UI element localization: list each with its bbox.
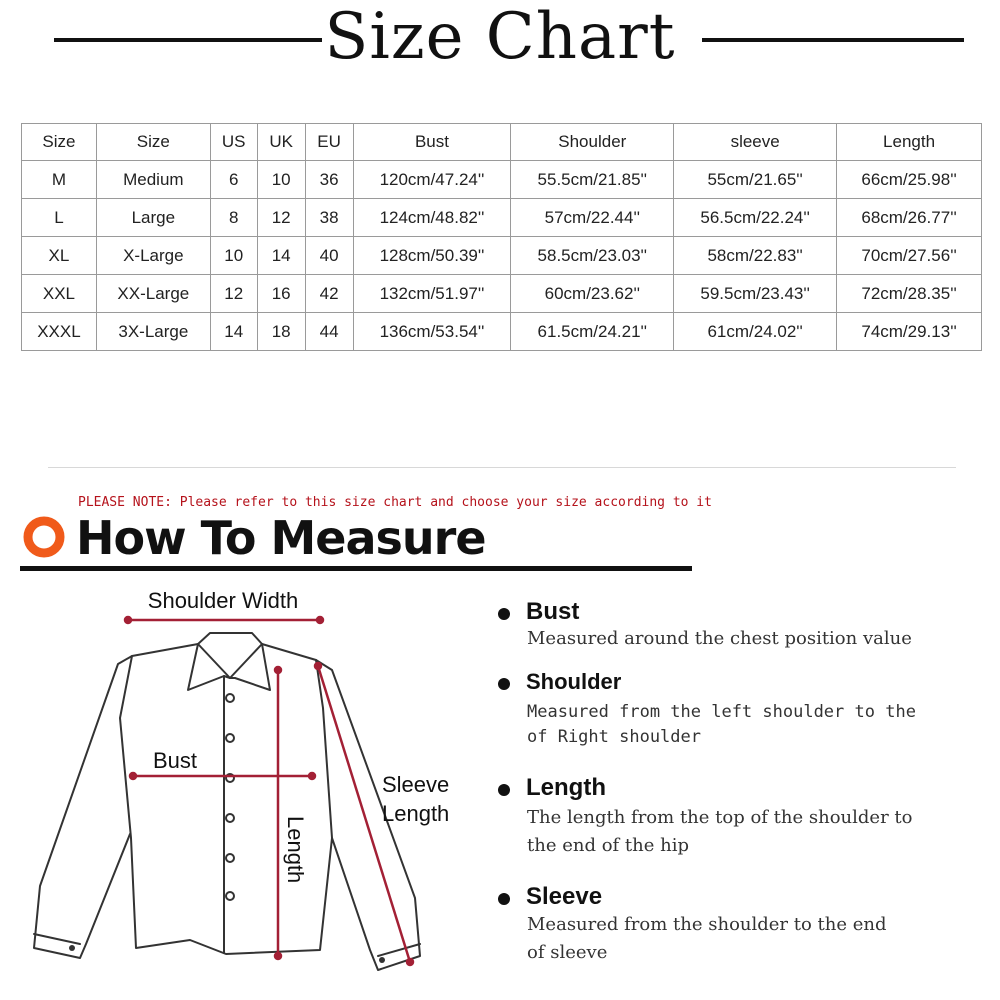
table-cell: 56.5cm/22.24''	[674, 199, 837, 237]
table-cell: 10	[210, 237, 257, 275]
header-cell: US	[210, 124, 257, 161]
table-row	[22, 237, 982, 275]
size-table	[21, 123, 982, 351]
table-cell: 10	[257, 161, 305, 199]
measure-item-desc: Measured from the left shoulder to the	[527, 702, 916, 722]
table-cell: 12	[210, 275, 257, 313]
table-cell: 57cm/22.44''	[511, 199, 674, 237]
bullet-icon	[498, 608, 510, 620]
table-cell: 61cm/24.02''	[674, 313, 837, 351]
header-cell: EU	[305, 124, 353, 161]
table-cell: 40	[305, 237, 353, 275]
size-note: PLEASE NOTE: Please refer to this size chart and choose your size according to it	[78, 495, 712, 510]
header-cell: Length	[837, 124, 982, 161]
shirt-measure-diagram	[20, 578, 470, 1000]
table-cell: 128cm/50.39''	[353, 237, 511, 275]
table-cell: 55.5cm/21.85''	[511, 161, 674, 199]
table-cell: 60cm/23.62''	[511, 275, 674, 313]
table-cell: 42	[305, 275, 353, 313]
table-cell: 68cm/26.77''	[837, 199, 982, 237]
table-cell: 70cm/27.56''	[837, 237, 982, 275]
header-cell: sleeve	[674, 124, 837, 161]
table-cell: Large	[96, 199, 210, 237]
table-cell: XL	[22, 237, 97, 275]
table-cell: 120cm/47.24''	[353, 161, 511, 199]
table-cell: Medium	[96, 161, 210, 199]
measurement-lines	[125, 617, 413, 965]
table-cell: XXL	[22, 275, 97, 313]
table-cell: XX-Large	[96, 275, 210, 313]
page-title: Size Chart	[324, 0, 676, 74]
table-cell: 3X-Large	[96, 313, 210, 351]
table-cell: 58cm/22.83''	[674, 237, 837, 275]
table-cell: 8	[210, 199, 257, 237]
table-cell: 72cm/28.35''	[837, 275, 982, 313]
measure-item-desc: The length from the top of the shoulder to	[527, 807, 913, 828]
table-row	[22, 161, 982, 199]
bust-label: Bust	[153, 748, 198, 773]
table-cell: 74cm/29.13''	[837, 313, 982, 351]
measure-item-desc: of sleeve	[527, 942, 608, 963]
measure-item-title: Bust	[526, 598, 580, 625]
table-cell: 55cm/21.65''	[674, 161, 837, 199]
shirt-outline	[34, 633, 420, 970]
measure-item-title: Shoulder	[526, 669, 622, 694]
shoulder-width-label: Shoulder Width	[147, 588, 299, 613]
bullet-icon	[498, 893, 510, 905]
cuff-button-left	[69, 945, 75, 951]
heading-underline	[20, 566, 692, 571]
title-rule-left	[54, 38, 322, 42]
table-cell: X-Large	[96, 237, 210, 275]
cuff-button-right	[379, 957, 385, 963]
table-cell: 66cm/25.98''	[837, 161, 982, 199]
table-cell: XXXL	[22, 313, 97, 351]
table-row	[22, 313, 982, 351]
header-cell: Size	[22, 124, 97, 161]
bullet-icon	[498, 784, 510, 796]
measure-item-title: Length	[526, 774, 606, 801]
title-rule-right	[702, 38, 964, 42]
table-cell: 18	[257, 313, 305, 351]
table-cell: 59.5cm/23.43''	[674, 275, 837, 313]
table-cell: 6	[210, 161, 257, 199]
table-cell: 38	[305, 199, 353, 237]
table-cell: 58.5cm/23.03''	[511, 237, 674, 275]
table-cell: 14	[210, 313, 257, 351]
table-cell: 12	[257, 199, 305, 237]
section-divider	[48, 467, 956, 468]
table-cell: 14	[257, 237, 305, 275]
header-cell: UK	[257, 124, 305, 161]
table-cell: L	[22, 199, 97, 237]
table-cell: M	[22, 161, 97, 199]
measure-item-desc: the end of the hip	[527, 835, 689, 856]
table-row	[22, 199, 982, 237]
bullet-icon	[498, 678, 510, 690]
table-cell: 36	[305, 161, 353, 199]
measure-item-desc: Measured from the shoulder to the end	[527, 914, 887, 935]
table-header-row	[22, 124, 982, 161]
header-cell: Shoulder	[511, 124, 674, 161]
shirt-buttons	[226, 694, 234, 900]
header-cell: Size	[96, 124, 210, 161]
measure-item-title: Sleeve	[526, 883, 603, 910]
table-row	[22, 275, 982, 313]
table-cell: 136cm/53.54''	[353, 313, 511, 351]
table-cell: 132cm/51.97''	[353, 275, 511, 313]
table-cell: 61.5cm/24.21''	[511, 313, 674, 351]
table-cell: 16	[257, 275, 305, 313]
how-to-measure-heading: How To Measure	[76, 511, 486, 565]
length-label: Length	[283, 816, 308, 884]
measure-item-desc: Measured around the chest position value	[527, 628, 912, 649]
table-cell: 124cm/48.82''	[353, 199, 511, 237]
table-cell: 44	[305, 313, 353, 351]
sleeve-label-line2: Length	[382, 801, 450, 826]
header-cell: Bust	[353, 124, 511, 161]
sleeve-label-line1: Sleeve	[382, 772, 450, 797]
measure-item-desc: of Right shoulder	[527, 727, 701, 747]
orange-ring-icon	[22, 515, 66, 559]
